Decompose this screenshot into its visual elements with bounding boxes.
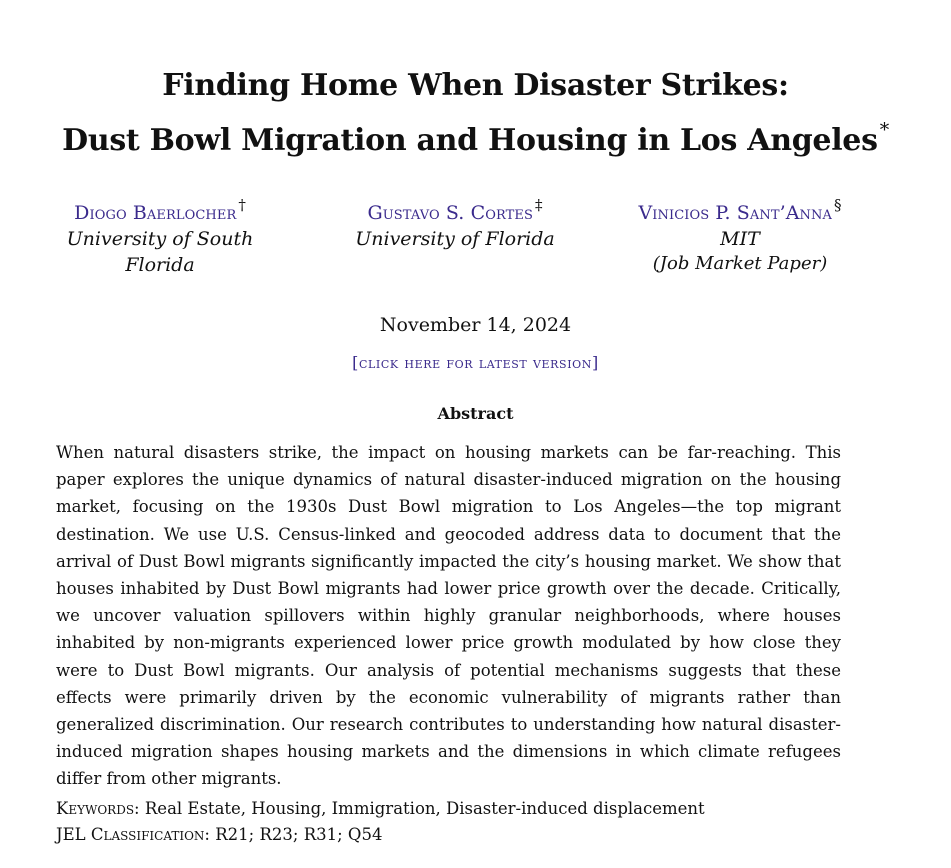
author-2-name[interactable]: Gustavo S. Cortes <box>367 202 534 224</box>
author-1-affiliation: University of South Florida <box>66 228 254 276</box>
jel-value: R21; R23; R31; Q54 <box>215 825 383 844</box>
jel-label: JEL Classification: <box>56 825 210 844</box>
author-2-footnote-mark: ‡ <box>535 196 543 214</box>
author-3 <box>610 196 870 276</box>
keywords-value: Real Estate, Housing, Immigration, Disaster-induced displacement <box>144 799 705 818</box>
title-footnote-mark: * <box>879 119 889 141</box>
author-3-footnote-mark: § <box>834 196 842 214</box>
keywords-line <box>56 796 841 822</box>
title-line-2 <box>0 108 951 163</box>
abstract-heading: Abstract <box>437 404 514 423</box>
author-3-affiliation: MIT <box>720 228 760 250</box>
paper-title <box>0 64 951 163</box>
title-line-1: Finding Home When Disaster Strikes: <box>162 68 789 103</box>
author-1-name[interactable]: Diogo Baerlocher <box>74 202 237 224</box>
author-3-name[interactable]: Vinicios P. Sant’Anna <box>638 202 832 224</box>
author-1-footnote-mark: † <box>238 196 246 214</box>
paper-date: November 14, 2024 <box>379 314 572 336</box>
title-line-2-text: Dust Bowl Migration and Housing in Los Angeles <box>62 123 878 158</box>
author-1 <box>30 196 290 278</box>
latest-version-link[interactable]: [click here for latest version] <box>352 353 599 372</box>
author-2 <box>340 196 570 252</box>
jel-line <box>56 822 841 848</box>
author-2-affiliation: University of Florida <box>355 228 555 250</box>
author-3-note: (Job Market Paper) <box>652 253 828 274</box>
abstract-text: When natural disasters strike, the impact on housing markets can be far-reaching. This paper explores the unique dynamics of natural disaster-induced migration on the housing market, focusing on the 1930s Dust Bowl migration to Los Angeles—the top migrant destination. We use U.S. Census-linked and geocoded address data to document that the arrival of Dust Bowl migrants significantly impacted the city’s housing market. We show that houses inhabited by Dust Bowl migrants had lower price growth over the decade. Critically, we uncover valuation spillovers within highly granular neighborhoods, where houses inhabited by non-migrants experienced lower price growth modulated by how close they were to Dust Bowl migrants. Our analysis of potential mechanisms suggests that these effects were primarily driven by the economic vulnerability of migrants rather than generalized discrimination. Our research contributes to understanding how natural disaster-induced migration shapes housing markets and the dimensions in which climate refugees differ from other migrants. <box>56 443 841 789</box>
keywords-label: Keywords: <box>56 799 140 818</box>
